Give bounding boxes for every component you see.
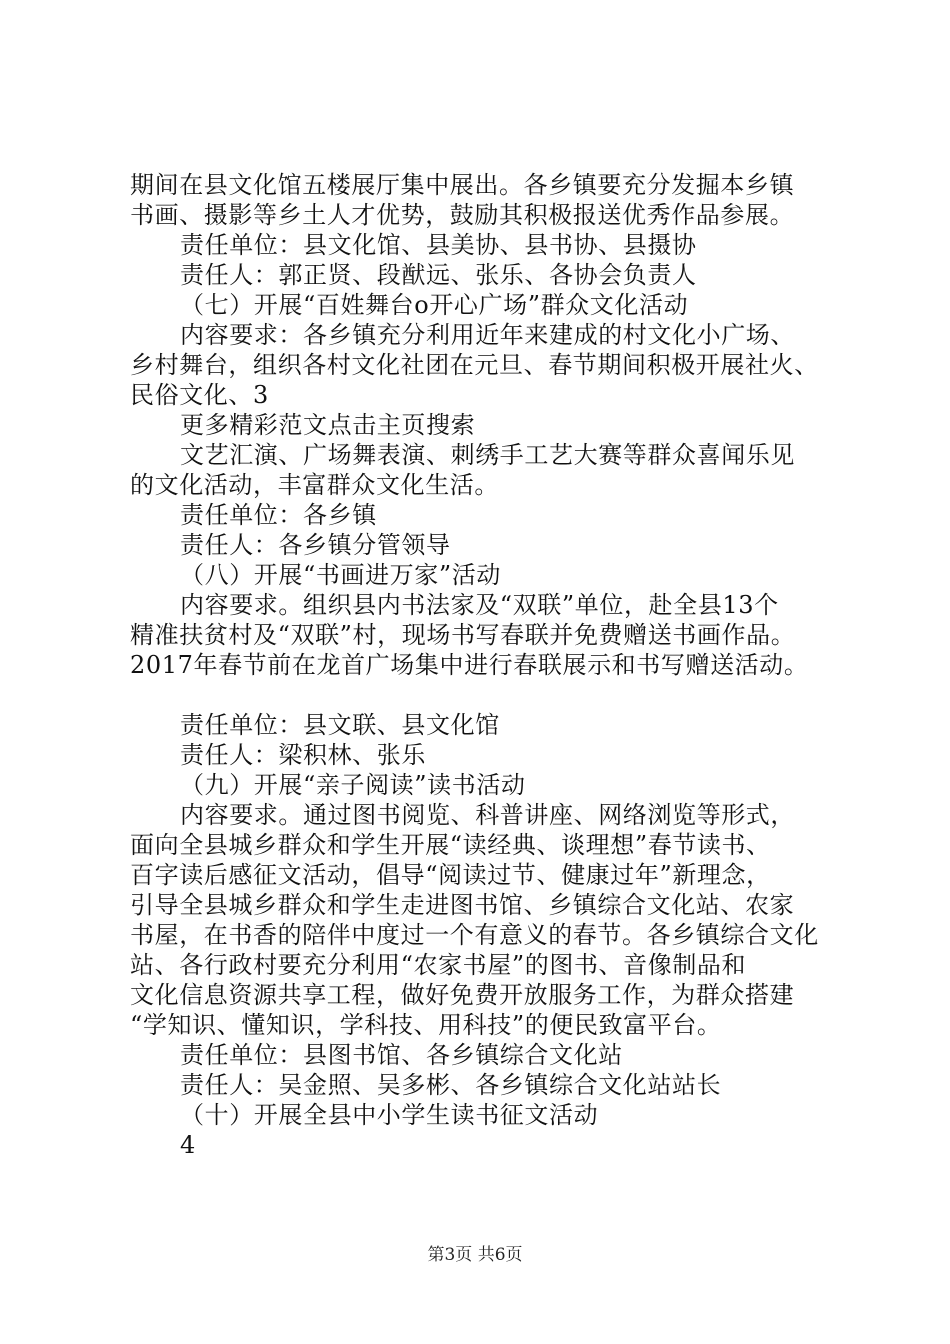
responsible-person-line: 责任人：各乡镇分管领导: [180, 531, 451, 559]
body-line: 面向全县城乡群众和学生开展“读经典、谈理想”春节读书、: [130, 831, 771, 859]
body-line: 民俗文化、3: [130, 381, 269, 409]
body-line: 文艺汇演、广场舞表演、刺绣手工艺大赛等群众喜闻乐见: [180, 441, 795, 469]
responsible-unit-line: 责任单位：县文化馆、县美协、县书协、县摄协: [180, 231, 697, 259]
responsible-person-line: 责任人：吴金照、吴多彬、各乡镇综合文化站站长: [180, 1071, 722, 1099]
body-line: 的文化活动，丰富群众文化生活。: [130, 471, 499, 499]
body-line: 书屋，在书香的陪伴中度过一个有意义的春节。各乡镇综合文化: [130, 921, 819, 949]
body-line: “学知识、懂知识，学科技、用科技”的便民致富平台。: [130, 1011, 722, 1039]
body-line: 乡村舞台，组织各村文化社团在元旦、春节期间积极开展社火、: [130, 351, 819, 379]
section-heading-9: （九）开展“亲子阅读”读书活动: [180, 771, 526, 799]
body-line: 文化信息资源共享工程，做好免费开放服务工作，为群众搭建: [130, 981, 795, 1009]
section-heading-7: （七）开展“百姓舞台o开心广场”群众文化活动: [180, 291, 689, 319]
section-heading-10: （十）开展全县中小学生读书征文活动: [180, 1101, 599, 1129]
body-line: 百字读后感征文活动，倡导“阅读过节、健康过年”新理念，: [130, 861, 771, 889]
responsible-unit-line: 责任单位：县图书馆、各乡镇综合文化站: [180, 1041, 623, 1069]
body-line: 精准扶贫村及“双联”村，现场书写春联并免费赠送书画作品。: [130, 621, 796, 649]
body-line: 期间在县文化馆五楼展厅集中展出。各乡镇要充分发掘本乡镇: [130, 171, 795, 199]
responsible-unit-line: 责任单位：各乡镇: [180, 501, 377, 529]
document-body: [130, 170, 830, 1160]
page-footer: 第3页 共6页: [427, 1245, 523, 1265]
body-line: 内容要求。组织县内书法家及“双联”单位，赴全县13个: [180, 591, 779, 619]
body-line: 内容要求：各乡镇充分利用近年来建成的村文化小广场、: [180, 321, 795, 349]
body-line: 2017年春节前在龙首广场集中进行春联展示和书写赠送活动。: [130, 651, 809, 679]
body-line: 引导全县城乡群众和学生走进图书馆、乡镇综合文化站、农家: [130, 891, 795, 919]
body-line: 内容要求。通过图书阅览、科普讲座、网络浏览等形式，: [180, 801, 795, 829]
body-line: 书画、摄影等乡土人才优势，鼓励其积极报送优秀作品参展。: [130, 201, 795, 229]
responsible-person-line: 责任人：郭正贤、段猷远、张乐、各协会负责人: [180, 261, 697, 289]
responsible-person-line: 责任人：梁积林、张乐: [180, 741, 426, 769]
responsible-unit-line: 责任单位：县文联、县文化馆: [180, 711, 500, 739]
blank-line: [130, 680, 830, 710]
page-marker: 4: [180, 1131, 196, 1159]
promo-line: 更多精彩范文点击主页搜索: [180, 411, 476, 439]
section-heading-8: （八）开展“书画进万家”活动: [180, 561, 501, 589]
body-line: 站、各行政村要充分利用“农家书屋”的图书、音像制品和: [130, 951, 747, 979]
